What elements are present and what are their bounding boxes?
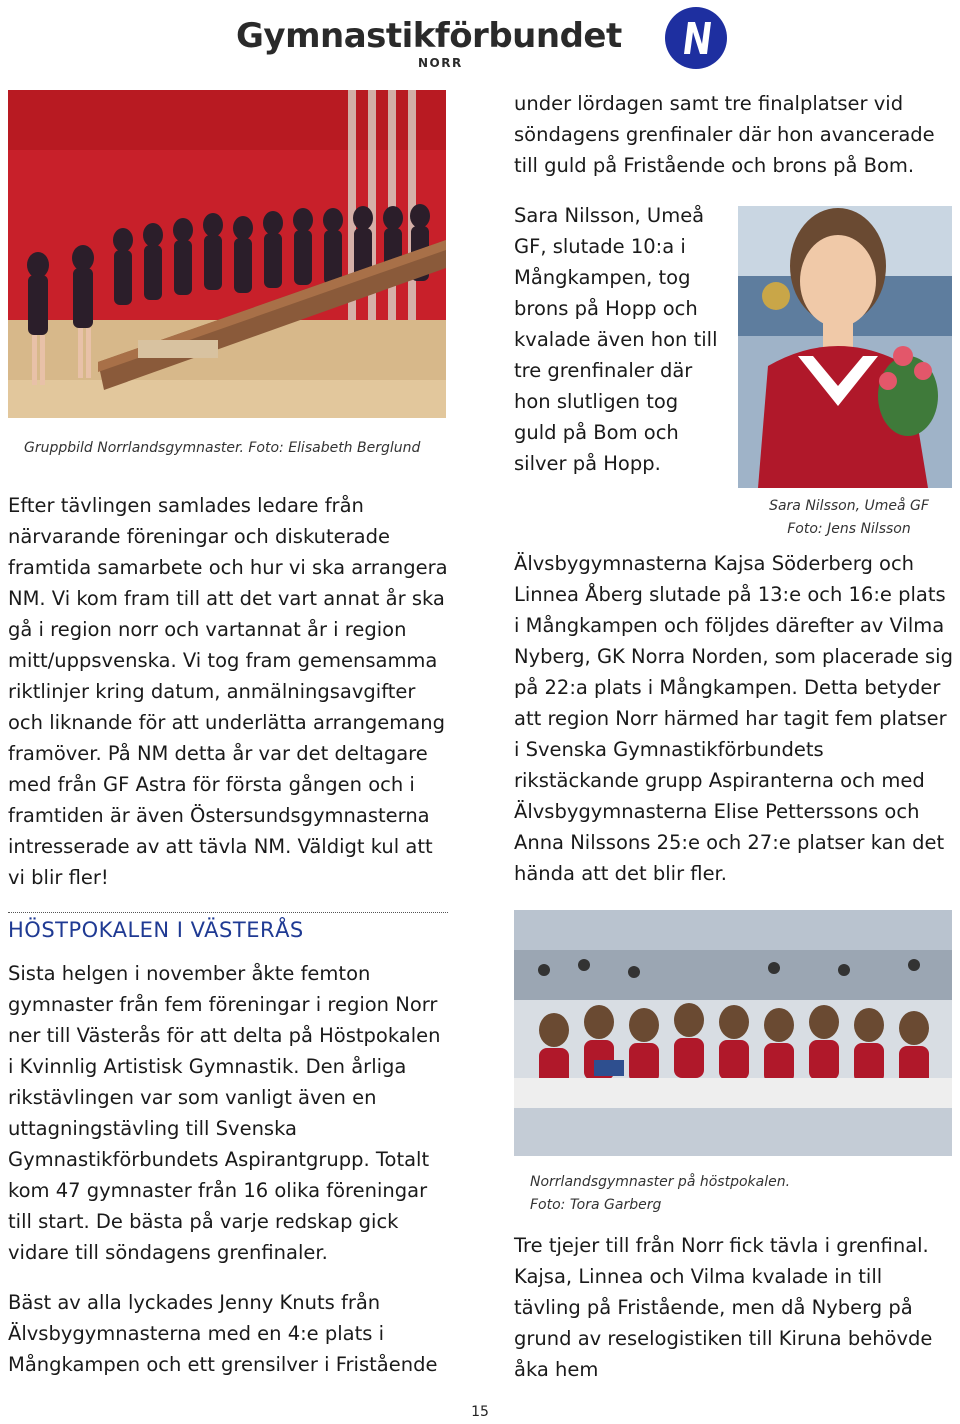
portrait-caption-line-1: Sara Nilsson, Umeå GF xyxy=(769,498,929,514)
portrait-caption-line-2: Foto: Jens Nilsson xyxy=(787,521,911,537)
left-paragraph-1: Efter tävlingen samlades ledare från närvarande föreningar och diskuterade framtida samarbete och hur vi ska arrangera NM. Vi kom fram till att det vart annat år ska gå i region norr och vartannat år i region mitt/uppsvenska. Vi tog fram gemensamma riktlinjer kring datum, anmälningsavgifter och liknande för att underlätta arrangemang framöver. På NM detta år var det deltagare med från GF Astra för första gången och i framtiden är även Östersundsgymnasterna intresserade av att tävla NM. Väldigt kul att vi blir fler! xyxy=(8,494,448,889)
brand-wordmark: Gymnastikförbundet xyxy=(236,16,622,56)
brand-logo xyxy=(664,6,728,70)
right-paragraph-4: Tre tjejer till från Norr fick tävla i grenfinal. Kajsa, Linnea och Vilma kvalade in till tävling på Fristående, men då Nyberg på grund av reselogistiken till Kiruna behövde åka hem xyxy=(514,1234,933,1381)
section-heading: HÖSTPOKALEN I VÄSTERÅS xyxy=(8,918,304,942)
right-paragraph-3: Älvsbygymnasterna Kajsa Söderberg och Linnea Åberg slutade på 13:e och 16:e plats i Mångkampen och följdes därefter av Vilma Nyberg, GK Norra Norden, som placerade sig på 22:a plats i Mångkampen. Detta betyder att region Norr härmed har tagit fem platser i Svenska Gymnastikförbundets rikstäckande grupp Aspiranterna och med Älvsbygymnasterna Elise Petterssons och Anna Nilssons 25:e och 27:e platser kan det hända att det blir fler. xyxy=(514,552,953,885)
page-number: 15 xyxy=(471,1404,489,1420)
right-paragraph-2: Sara Nilsson, Umeå GF, slutade 10:a i Mångkampen, tog brons på Hopp och kvalade även hon till tre grenfinaler där hon slutligen tog guld på Bom och silver på Hopp. xyxy=(514,204,718,475)
left-paragraph-3: Bäst av alla lyckades Jenny Knuts från Älvsbygymnasterna med en 4:e plats i Mångkampen och ett grensilver i Fristående xyxy=(8,1291,438,1376)
team-photo-caption-line-2: Foto: Tora Garberg xyxy=(530,1197,662,1213)
section-divider xyxy=(8,912,448,913)
right-paragraph-1: under lördagen samt tre finalplatser vid söndagens grenfinaler där hon avancerade till guld på Fristående och brons på Bom. xyxy=(514,92,935,177)
group-photo xyxy=(8,90,446,418)
team-photo xyxy=(514,910,952,1156)
team-photo-caption-line-1: Norrlandsgymnaster på höstpokalen. xyxy=(530,1174,791,1190)
group-photo-caption: Gruppbild Norrlandsgymnaster. Foto: Elisabeth Berglund xyxy=(24,440,421,456)
portrait-photo xyxy=(738,206,952,488)
left-paragraph-2: Sista helgen i november åkte femton gymnaster från fem föreningar i region Norr ner till Västerås för att delta på Höstpokalen i Kvinnlig Artistisk Gymnastik. Den årliga rikstävlingen var som vanligt även en uttagningstävling till Svenska Gymnastikförbundets Aspirantgrupp. Totalt kom 47 gymnaster från 16 olika föreningar till start. De bästa på varje redskap gick vidare till söndagens grenfinaler. xyxy=(8,962,441,1264)
brand-region: NORR xyxy=(418,56,463,70)
logo-n-icon xyxy=(664,6,728,70)
